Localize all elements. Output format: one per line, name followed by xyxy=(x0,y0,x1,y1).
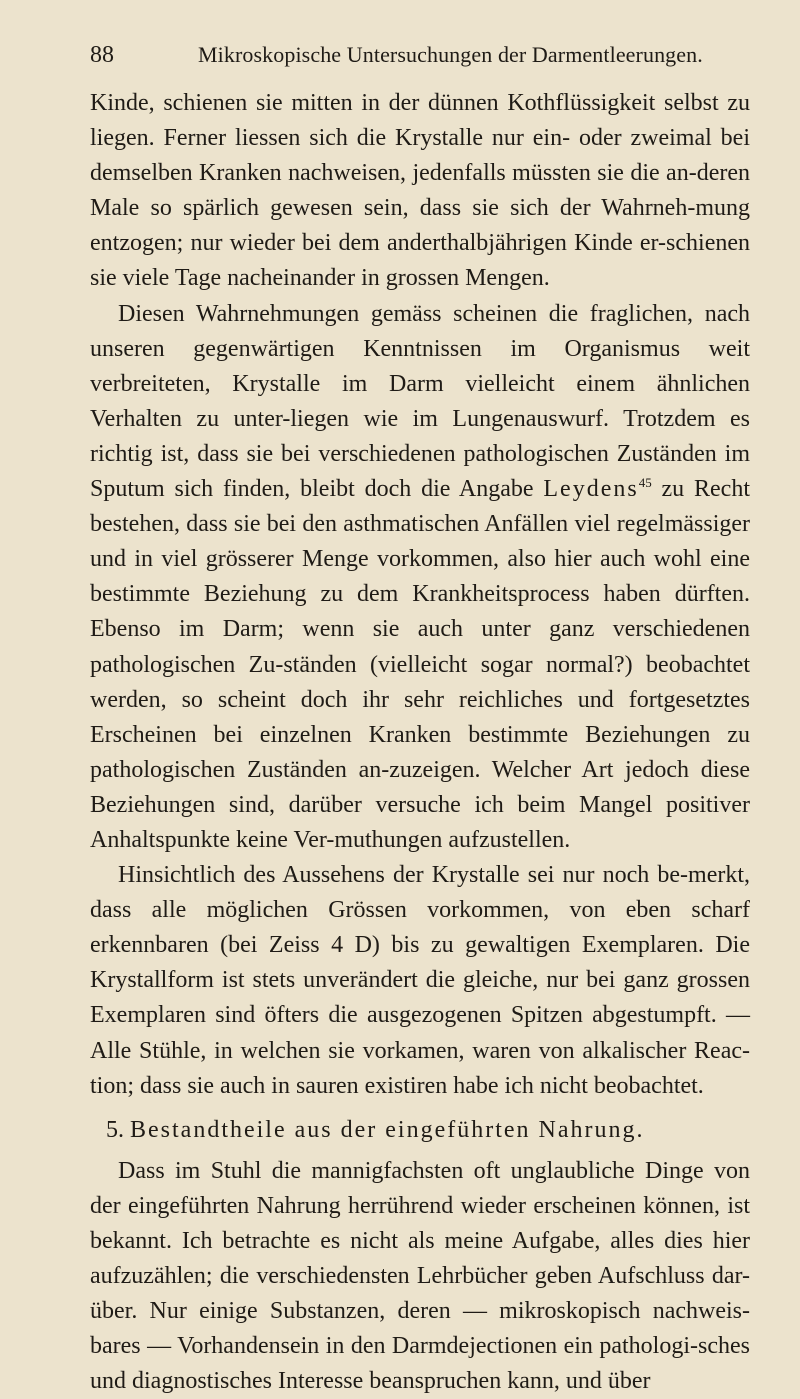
section-title: Bestandtheile aus der eingeführten Nahrung. xyxy=(130,1116,645,1143)
author-name: Leydens xyxy=(543,476,639,503)
footnote-reference: 45 xyxy=(638,475,652,491)
paragraph-1: Kinde, schienen sie mitten in der dünnen Kothflüssigkeit selbst zu liegen. Ferner liessen sich die Krystalle nur ein- oder zweimal bei demselben Kranken nachweisen, jedenfalls müssten sie die an-deren Male so spärlich gewesen sein, dass sie sich der Wahrneh-mung entzogen; nur wieder bei dem anderthalbjährigen Kinde er-schienen sie viele Tage nacheinander in grossen Mengen. xyxy=(90,90,750,292)
paragraph-2-text-start: Diesen Wahrnehmungen gemäss scheinen die fraglichen, nach unseren gegenwärtigen Kenntnissen im Organismus weit verbreiteten, Krystalle im Darm vielleicht einem ähnlichen Verhalten zu unter-liegen wie im Lungenauswurf. Trotzdem es richtig ist, dass sie bei verschiedenen pathologischen Zuständen im Sputum sich finden, bleibt doch die Angabe xyxy=(90,300,750,503)
paragraph-2-text-end: zu Recht bestehen, dass sie bei den asthmatischen Anfällen viel regelmässiger und in viel grösserer Menge vorkommen, also hier auch wohl eine bestimmte Beziehung zu dem Krankheitsprocess haben dürften. Ebenso im Darm; wenn sie auch unter ganz verschiedenen pathologischen Zu-ständen (vielleicht sogar normal?) beobachtet werden, so scheint doch ihr sehr reichliches und fortgesetztes Erscheinen bei einzelnen Kranken bestimmte Beziehungen zu pathologischen Zuständen an-zuzeigen. Welcher Art jedoch diese Beziehungen sind, darüber versuche ich beim Mangel positiver Anhaltspunkte keine Ver-muthungen aufzustellen. xyxy=(90,476,750,853)
paragraph-4: Dass im Stuhl die mannigfachsten oft unglaubliche Dinge von der eingeführten Nahrung herrührend wieder erscheinen können, ist bekannt. Ich betrachte es nicht als meine Aufgabe, alles dies hier aufzuzählen; die verschiedensten Lehrbücher geben Aufschluss dar-über. Nur einige Substanzen, deren — mikroskopisch nachweis-bares — Vorhandensein in den Darmdejectionen ein pathologi-sches und diagnostisches Interesse beanspruchen kann, und über xyxy=(90,1157,750,1395)
paragraph-3: Hinsichtlich des Aussehens der Krystalle sei nur noch be-merkt, dass alle möglichen Grössen vorkommen, von eben scharf erkennbaren (bei Zeiss 4 D) bis zu gewaltigen Exemplaren. Die Krystallform ist stets unverändert die gleiche, nur bei ganz grossen Exemplaren sind öfters die ausgezogenen Spitzen abgestumpft. — Alle Stühle, in welchen sie vorkamen, waren von alkalischer Reac-tion; dass sie auch in sauren existiren habe ich nicht beobachtet. xyxy=(90,862,750,1099)
section-number: 5. xyxy=(106,1116,124,1143)
page-number: 88 xyxy=(90,42,114,68)
body-text xyxy=(90,86,750,1399)
running-title: Mikroskopische Untersuchungen der Darmentleerungen. xyxy=(198,42,703,67)
paragraph-2 xyxy=(90,297,750,859)
running-header xyxy=(90,38,750,72)
section-heading xyxy=(90,1113,750,1148)
